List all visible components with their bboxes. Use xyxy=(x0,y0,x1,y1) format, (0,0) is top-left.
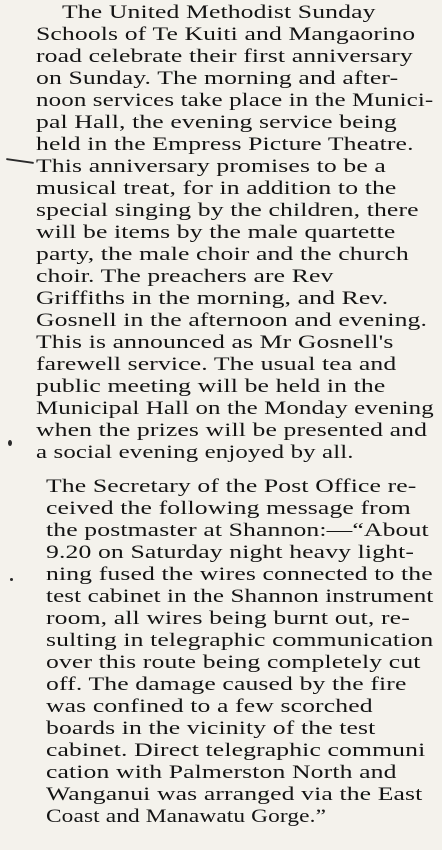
paragraph-1-line-21: a social evening enjoyed by all. xyxy=(36,442,354,463)
paragraph-1-line-4: on Sunday. The morning and after- xyxy=(36,68,399,89)
paragraph-1-line-8: This anniversary promises to be a xyxy=(36,156,386,177)
paragraph-2-line-3: the postmaster at Shannon:—“About xyxy=(46,520,429,541)
paragraph-2-line-12: boards in the vicinity of the test xyxy=(46,718,376,739)
paragraph-1-line-19: Municipal Hall on the Monday evening xyxy=(36,398,434,419)
paragraph-1-line-12: party, the male choir and the church xyxy=(36,244,409,265)
paragraph-2-line-10: off. The damage caused by the fire xyxy=(46,674,407,695)
paragraph-2-line-14: cation with Palmerston North and xyxy=(46,762,397,783)
paragraph-2-line-7: room, all wires being burnt out, re- xyxy=(46,608,410,629)
paragraph-1-line-10: special singing by the children, there xyxy=(36,200,419,221)
paragraph-2-line-1: The Secretary of the Post Office re- xyxy=(46,476,417,497)
paragraph-1-line-11: will be items by the male quartette xyxy=(36,222,396,243)
scan-mark-dash xyxy=(6,158,34,164)
paragraph-1-line-3: road celebrate their first anniversary xyxy=(36,46,413,67)
paragraph-2-line-13: cabinet. Direct telegraphic communi xyxy=(46,740,426,761)
paragraph-2-line-11: was confined to a few scorched xyxy=(46,696,373,717)
paragraph-1-line-18: public meeting will be held in the xyxy=(36,376,386,397)
paragraph-1-line-6: pal Hall, the evening service being xyxy=(36,112,397,133)
paragraph-1-line-1: The United Methodist Sunday xyxy=(62,2,376,23)
scan-mark-dot xyxy=(8,440,12,446)
paragraph-2-line-2: ceived the following message from xyxy=(46,498,411,519)
paragraph-1-line-14: Griffiths in the morning, and Rev. xyxy=(36,288,389,309)
scan-mark-dot xyxy=(10,578,13,581)
paragraph-1-line-17: farewell service. The usual tea and xyxy=(36,354,397,375)
paragraph-2-line-16: Coast and Manawatu Gorge.” xyxy=(46,806,327,827)
paragraph-1-line-2: Schools of Te Kuiti and Mangaorino xyxy=(36,24,416,45)
paragraph-2-line-15: Wanganui was arranged via the East xyxy=(46,784,423,805)
paragraph-2-line-9: over this route being completely cut xyxy=(46,652,421,673)
paragraph-1-line-9: musical treat, for in addition to the xyxy=(36,178,397,199)
paragraph-1-line-20: when the prizes will be presented and xyxy=(36,420,428,441)
paragraph-1-line-5: noon services take place in the Munici- xyxy=(36,90,434,111)
paragraph-2-line-8: sulting in telegraphic communication xyxy=(46,630,434,651)
paragraph-2-line-4: 9.20 on Saturday night heavy light- xyxy=(46,542,415,563)
paragraph-1-line-16: This is announced as Mr Gosnell's xyxy=(36,332,394,353)
paragraph-1-line-7: held in the Empress Picture Theatre. xyxy=(36,134,414,155)
paragraph-1-line-15: Gosnell in the afternoon and evening. xyxy=(36,310,428,331)
paragraph-2-line-6: test cabinet in the Shannon instrument xyxy=(46,586,434,607)
paragraph-2-line-5: ning fused the wires connected to the xyxy=(46,564,433,585)
paragraph-1-line-13: choir. The preachers are Rev xyxy=(36,266,334,287)
